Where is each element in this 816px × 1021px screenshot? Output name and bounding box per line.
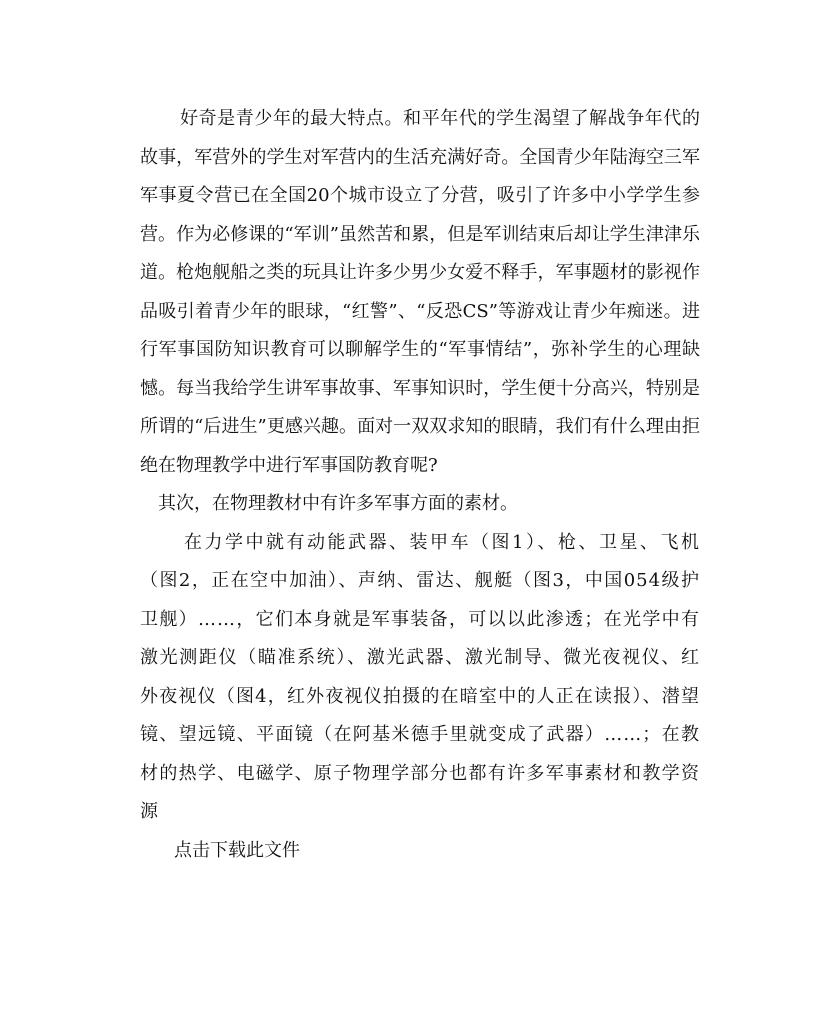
paragraph-curiosity: 好奇是青少年的最大特点。和平年代的学生渴望了解战争年代的故事，军营外的学生对军营内的生活充满好奇。全国青少年陆海空三军军事夏令营已在全国20个城市设立了分营，吸引了许多中小学学生参营。作为必修课的“军训”虽然苦和累，但是军训结束后却让学生津津乐道。枪炮舰船之类的玩具让许多少男少女爱不释手，军事题材的影视作品吸引着青少年的眼球，“红警”、“反恐CS”等游戏让青少年痴迷。进行军事国防知识教育可以聊解学生的“军事情结”，弥补学生的心理缺憾。每当我给学生讲军事故事、军事知识时，学生便十分高兴，特别是所谓的“后进生”更感兴趣。面对一双双求知的眼睛，我们有什么理由拒绝在物理教学中进行军事国防教育呢?	[140, 108, 700, 476]
paragraph-materials-intro: 其次，在物理教材中有许多军事方面的素材。	[158, 493, 518, 514]
download-row	[140, 832, 700, 871]
download-file-link[interactable]: 点击下载此文件	[174, 839, 300, 861]
paragraph-physics-examples: 在力学中就有动能武器、装甲车（图1）、枪、卫星、飞机（图2，正在空中加油）、声纳、雷达、舰艇（图3，中国054级护卫舰）……，它们本身就是军事装备，可以以此渗透；在光学中有激光测距仪（瞄准系统）、激光武器、激光制导、微光夜视仪、红外夜视仪（图4，红外夜视仪拍摄的在暗室中的人正在读报）、潜望镜、望远镜、平面镜（在阿基米德手里就变成了武器）……；在教材的热学、电磁学、原子物理学部分也都有许多军事素材和教学资源	[140, 531, 700, 822]
document-body	[140, 100, 700, 870]
